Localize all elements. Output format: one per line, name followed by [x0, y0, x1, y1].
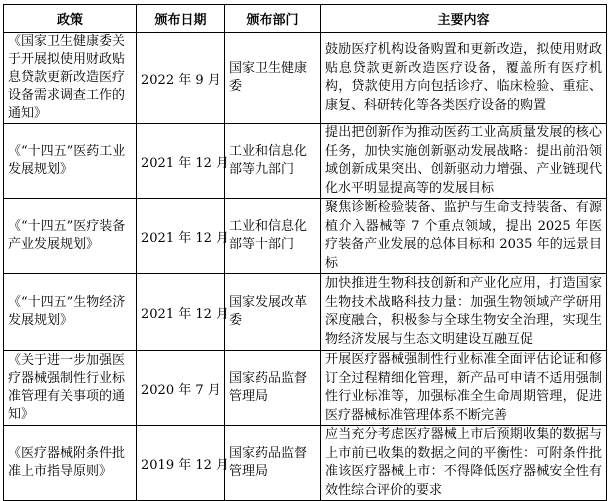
issuing-department: 国家药品监督管理局 — [225, 426, 321, 501]
header-row — [4, 5, 607, 33]
main-content: 提出把创新作为推动医药工业高质量发展的核心任务，加快实施创新驱动发展战略：提出前沿领域创新成果突出、创新驱动力增强、产业链现代化水平明显提高等的发展目标 — [321, 124, 607, 199]
policy-name: 《“十四五”医疗装备产业发展规划》 — [4, 199, 137, 274]
policy-name: 《国家卫生健康委关于开展拟使用财政贴息贷款更新改造医疗设备需求调查工作的通知》 — [4, 33, 137, 124]
issuing-department: 国家卫生健康委 — [225, 33, 321, 124]
issue-date: 2021 年 12 月 — [137, 199, 225, 274]
main-content: 鼓励医疗机构设备购置和更新改造，拟使用财政贴息贷款更新改造医疗设备，覆盖所有医疗机构，贷款使用方向包括诊疗、临床检验、重症、康复、科研转化等各类医疗设备的购置 — [321, 33, 607, 124]
issuing-department: 工业和信息化部等十部门 — [225, 199, 321, 274]
main-content: 应当充分考虑医疗器械上市后预期收集的数据与上市前已收集的数据之间的平衡性：可附条件批准该医疗器械上市：不得降低医疗器械安全性有效性综合评价的要求 — [321, 426, 607, 501]
main-content: 开展医疗器械强制性行业标准全面评估论证和修订全过程精细化管理，新产品可申请不适用强制性行业标准等，加强标准全生命周期管理，促进医疗器械标准管理体系不断完善 — [321, 351, 607, 426]
issue-date: 2021 年 12 月 — [137, 274, 225, 351]
issue-date: 2021 年 12 月 — [137, 124, 225, 199]
issue-date: 2022 年 9 月 — [137, 33, 225, 124]
header-policy: 政策 — [4, 5, 137, 33]
main-content: 聚焦诊断检验装备、监护与生命支持装备、有源植介入器械等 7 个重点领域，提出 2025 年医疗装备产业发展的总体目标和 2035 年的远景目标 — [321, 199, 607, 274]
policy-name: 《关于进一步加强医疗器械强制性行业标准管理有关事项的通知》 — [4, 351, 137, 426]
main-content: 加快推进生物科技创新和产业化应用，打造国家生物技术战略科技力量：加强生物领域产学研用深度融合，积极参与全球生物安全治理，实现生物经济发展与生态文明建设互融互促 — [321, 274, 607, 351]
policy-name: 《“十四五”生物经济发展规划》 — [4, 274, 137, 351]
policy-table — [3, 4, 607, 501]
table-row — [4, 124, 607, 199]
table-row — [4, 426, 607, 501]
table-row — [4, 33, 607, 124]
issuing-department: 国家发展改革委 — [225, 274, 321, 351]
table-row — [4, 199, 607, 274]
issue-date: 2019 年 12 月 — [137, 426, 225, 501]
issuing-department: 国家药品监督管理局 — [225, 351, 321, 426]
issue-date: 2020 年 7 月 — [137, 351, 225, 426]
table-row — [4, 351, 607, 426]
policy-name: 《医疗器械附条件批准上市指导原则》 — [4, 426, 137, 501]
table-row — [4, 274, 607, 351]
issuing-department: 工业和信息化部等九部门 — [225, 124, 321, 199]
header-department: 颁布部门 — [225, 5, 321, 33]
header-content: 主要内容 — [321, 5, 607, 33]
header-date: 颁布日期 — [137, 5, 225, 33]
policy-name: 《“十四五”医药工业发展规划》 — [4, 124, 137, 199]
